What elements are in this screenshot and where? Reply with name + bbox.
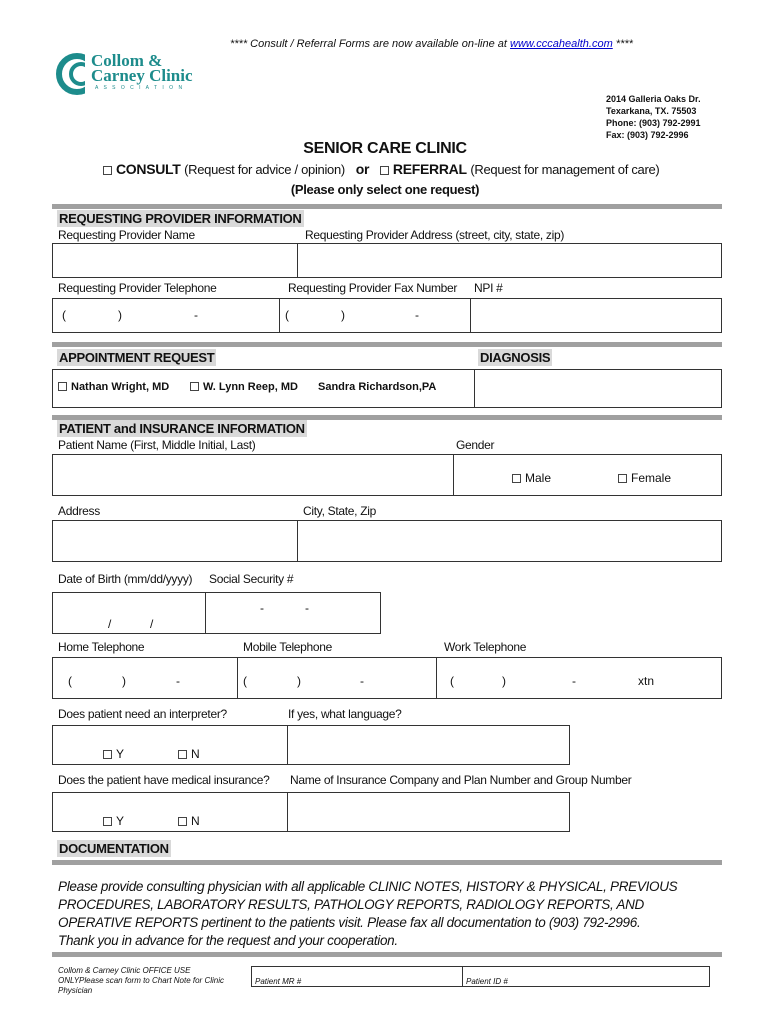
notice-suffix: **** [612,38,633,50]
clinic-address [606,93,701,141]
address-line-2: Texarkana, TX. 75503 [606,106,697,116]
notice-prefix: **** Consult / Referral Forms are now available on-line at [230,38,511,50]
referral-label: REFERRAL [392,161,467,177]
work-telephone-field[interactable] [436,657,722,699]
interpreter-yes-option[interactable] [103,747,124,761]
ssn-dash-2: - [305,601,309,615]
requesting-provider-heading: REQUESTING PROVIDER INFORMATION [59,211,302,226]
work-close-paren: ) [502,674,506,688]
logo-line-2: Carney Clinic [91,66,193,85]
insurance-yes-checkbox[interactable] [103,817,112,826]
diagnosis-field[interactable] [474,369,722,408]
insurance-no-option[interactable] [178,814,200,828]
website-link[interactable]: www.cccahealth.com [510,38,613,50]
female-checkbox[interactable] [618,474,627,483]
documentation-text [58,878,708,950]
work-open-paren: ( [450,674,454,688]
home-telephone-field[interactable] [52,657,238,699]
insurance-label: Does the patient have medical insurance? [58,773,270,787]
npi-label: NPI # [474,281,503,295]
doctor-1-checkbox[interactable] [58,382,67,391]
dob-field[interactable] [52,592,206,634]
appointment-request-heading: APPOINTMENT REQUEST [59,350,215,365]
consult-desc: (Request for advice / opinion) [184,162,345,177]
section-divider [52,860,722,865]
gender-label: Gender [456,438,495,452]
doctor-2-label: W. Lynn Reep, MD [203,381,298,393]
diagnosis-heading: DIAGNOSIS [480,350,551,365]
mobile-dash: - [360,674,364,688]
tel-close-paren: ) [118,308,122,322]
mobile-open-paren: ( [243,674,247,688]
address-line-1: 2014 Galleria Oaks Dr. [606,94,701,104]
insurance-yes-option[interactable] [103,814,124,828]
gender-field [453,454,722,496]
documentation-heading: DOCUMENTATION [59,841,169,856]
section-divider [52,342,722,347]
patient-name-field[interactable] [52,454,454,496]
language-label: If yes, what language? [288,707,402,721]
ssn-dash-1: - [260,601,264,615]
interpreter-no-checkbox[interactable] [178,750,187,759]
interpreter-no-label: N [191,747,200,761]
interpreter-no-option[interactable] [178,747,200,761]
section-divider [52,952,722,957]
patient-name-label: Patient Name (First, Middle Initial, Last) [58,438,256,452]
documentation-thanks: Thank you in advance for the request and your cooperation. [58,933,398,948]
mobile-telephone-field[interactable] [237,657,437,699]
fax-dash: - [415,308,419,322]
work-telephone-label: Work Telephone [444,640,527,654]
city-state-zip-field[interactable] [297,520,722,562]
language-field[interactable] [287,725,570,765]
fax-close-paren: ) [341,308,345,322]
page-title: SENIOR CARE CLINIC [303,140,467,157]
mobile-telephone-label: Mobile Telephone [243,640,333,654]
address-label: Address [58,504,100,518]
interpreter-yes-label: Y [116,747,125,761]
home-telephone-label: Home Telephone [58,640,145,654]
city-state-zip-label: City, State, Zip [303,504,377,518]
insurance-no-label: N [191,814,200,828]
male-label: Male [525,471,552,485]
doctor-3-label: Sandra Richardson,PA [318,381,437,393]
online-notice [230,38,633,50]
patient-id-label: Patient ID # [466,977,508,986]
doctor-2-checkbox[interactable] [190,382,199,391]
tel-open-paren: ( [62,308,66,322]
doctor-option-2[interactable] [190,381,298,393]
clinic-fax: Fax: (903) 792-2996 [606,130,689,140]
referral-desc: (Request for management of care) [470,162,660,177]
ssn-field[interactable] [205,592,381,634]
request-type-row [103,161,659,177]
provider-name-label: Requesting Provider Name [58,228,195,242]
home-close-paren: ) [122,674,126,688]
home-open-paren: ( [68,674,72,688]
consult-checkbox[interactable] [103,166,112,175]
provider-telephone-label: Requesting Provider Telephone [58,281,217,295]
male-checkbox[interactable] [512,474,521,483]
office-use-note: Collom & Carney Clinic OFFICE USE ONLYPlease scan form to Chart Note for Clinic Physician [58,966,224,995]
dob-slash-1: / [108,617,112,631]
tel-dash: - [194,308,198,322]
insurance-name-field[interactable] [287,792,570,832]
documentation-instructions: Please provide consulting physician with all applicable CLINIC NOTES, HISTORY & PHYSICAL, PREVIOUS PROCEDURES, LABORATORY RESULTS, PATHOLOGY REPORTS, RADIOLOGY REPORTS, AND OPERATIVE REPORTS pertinent to the patients visit. Please fax all documentation to (903) 792-2996. [58,879,678,930]
doctor-1-label: Nathan Wright, MD [71,381,170,393]
npi-field[interactable] [470,298,722,333]
interpreter-field [52,725,288,765]
interpreter-label: Does patient need an interpreter? [58,707,227,721]
insurance-field [52,792,288,832]
female-option[interactable] [618,471,671,485]
insurance-yes-label: Y [116,814,125,828]
ssn-label: Social Security # [209,572,294,586]
home-dash: - [176,674,180,688]
female-label: Female [631,471,672,485]
logo-line-1: Collom & [91,51,163,70]
provider-fax-field[interactable] [279,298,471,333]
work-extension-label: xtn [638,674,655,688]
consult-label: CONSULT [116,161,181,177]
referral-checkbox[interactable] [380,166,389,175]
select-one-note: (Please only select one request) [290,182,480,197]
fax-open-paren: ( [285,308,289,322]
address-field[interactable] [52,520,298,562]
or-label: or [355,161,370,177]
dob-label: Date of Birth (mm/dd/yyyy) [58,572,193,586]
dob-slash-2: / [150,617,154,631]
doctor-option-3[interactable] [318,381,436,393]
patient-insurance-heading: PATIENT and INSURANCE INFORMATION [59,421,305,436]
provider-name-field[interactable] [52,243,298,278]
logo-sub: A S S O C I A T I O N [95,85,185,91]
section-divider [52,204,722,209]
work-dash: - [572,674,576,688]
clinic-phone: Phone: (903) 792-2991 [606,118,701,128]
provider-telephone-field[interactable] [52,298,280,333]
insurance-name-label: Name of Insurance Company and Plan Number and Group Number [290,773,632,787]
mobile-close-paren: ) [297,674,301,688]
male-option[interactable] [512,471,551,485]
clinic-logo [55,50,225,98]
patient-mr-label: Patient MR # [255,977,302,986]
doctor-option-1[interactable] [58,381,169,393]
insurance-no-checkbox[interactable] [178,817,187,826]
interpreter-yes-checkbox[interactable] [103,750,112,759]
provider-fax-label: Requesting Provider Fax Number [288,281,458,295]
provider-address-label: Requesting Provider Address (street, city, state, zip) [305,228,565,242]
provider-address-field[interactable] [297,243,722,278]
